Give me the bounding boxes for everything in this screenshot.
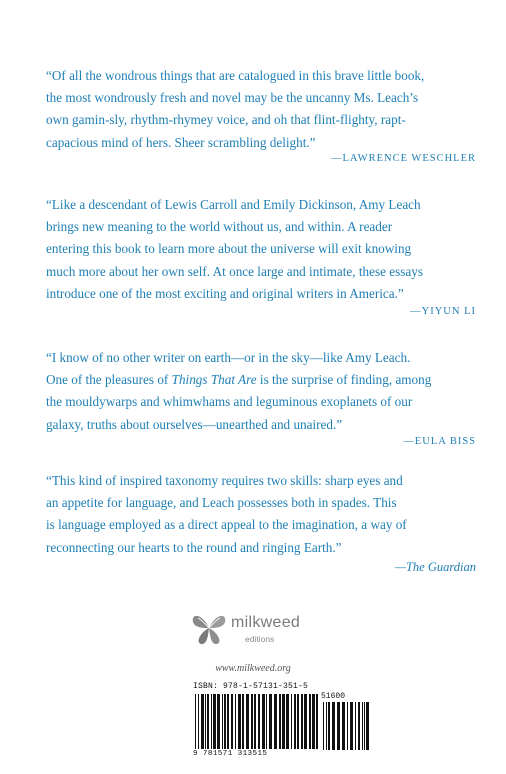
barcode-bar	[238, 694, 241, 749]
quote-attribution-1: —LAWRENCE WESCHLER	[331, 153, 476, 164]
barcode-bar	[337, 702, 340, 750]
barcode-digits: 9 781571 313515	[193, 750, 268, 758]
barcode-bar	[328, 702, 330, 750]
review-quote-3	[46, 347, 476, 436]
barcode-bar	[366, 702, 369, 750]
quote-line: is language employed as a direct appeal to the imagination, a way of	[46, 517, 407, 533]
barcode-bar	[362, 702, 363, 750]
barcode-bar	[258, 694, 260, 749]
quote-line: much more about her own self. At once large and intimate, these essays	[46, 263, 423, 279]
barcode-bar	[235, 694, 236, 749]
review-quote-2	[46, 194, 476, 305]
barcode-bar	[323, 702, 324, 750]
publisher-url: www.milkweed.org	[215, 663, 291, 674]
barcode-bar	[224, 694, 226, 749]
barcode-bar	[297, 694, 299, 749]
publisher-sub: editions	[245, 634, 275, 644]
review-quote-4	[46, 470, 476, 559]
barcode-bar	[301, 694, 303, 749]
barcode-bar	[266, 694, 267, 749]
barcode-bar	[286, 694, 289, 749]
ean-barcode	[195, 694, 320, 749]
barcode-bar	[291, 694, 292, 749]
barcode-bar	[347, 702, 348, 750]
price-barcode	[323, 702, 373, 750]
quote-line: galaxy, truths about ourselves—unearthed and unaired.”	[46, 416, 343, 432]
barcode-bar	[217, 694, 220, 749]
barcode-bar	[316, 694, 318, 749]
barcode-bar	[304, 694, 307, 749]
barcode-bar	[195, 694, 196, 749]
quote-line: brings new meaning to the world without us, and within. A reader	[46, 219, 393, 235]
barcode-bar	[207, 694, 209, 749]
quote-line	[46, 369, 476, 391]
barcode-bar	[251, 694, 253, 749]
quote-line: “This kind of inspired taxonomy requires two skills: sharp eyes and	[46, 473, 403, 488]
barcode-bar	[227, 694, 229, 749]
barcode-bar	[309, 694, 311, 749]
barcode-bar	[312, 694, 315, 749]
barcode-bar	[355, 702, 356, 750]
butterfly-icon	[189, 608, 229, 648]
barcode-bar	[358, 702, 360, 750]
barcode-bar	[350, 702, 353, 750]
barcode-bar	[205, 694, 206, 749]
barcode-bar	[262, 694, 265, 749]
quote-line: introduce one of the most exciting and original writers in America.”	[46, 285, 404, 301]
publisher-name: milkweed	[231, 614, 301, 631]
publisher-logo	[189, 606, 339, 650]
quote-attribution-4: —The Guardian	[394, 560, 476, 574]
quote-line: entering this book to learn more about the universe will exit knowing	[46, 241, 412, 257]
quote-line: “Like a descendant of Lewis Carroll and Emily Dickinson, Amy Leach	[46, 197, 421, 212]
isbn-text: ISBN: 978-1-57131-351-5	[193, 682, 309, 691]
barcode-bar	[282, 694, 285, 749]
barcode-bar	[269, 694, 272, 749]
quote-attribution-2: —YIYUN LI	[410, 306, 476, 317]
barcode-bar	[201, 694, 204, 749]
book-title: Things That Are	[171, 372, 257, 388]
quote-line: “Of all the wondrous things that are catalogued in this brave little book,	[46, 68, 425, 83]
barcode-bar	[246, 694, 249, 749]
quote-attribution-3: —EULA BISS	[403, 436, 476, 447]
barcode-bar	[342, 702, 345, 750]
barcode-bar	[242, 694, 244, 749]
quote-line: the mouldywarps and whimwhams and leguminous exoplanets of our	[46, 394, 413, 410]
quote-line: “I know of no other writer on earth—or in the sky—like Amy Leach.	[46, 350, 411, 365]
quote-line: capacious mind of hers. Sheer scrambling delight.”	[46, 134, 316, 150]
barcode-bar	[254, 694, 256, 749]
price-code: 51600	[321, 692, 346, 701]
quote-line: own gamin-sly, rhythm-rhymey voice, and oh that flint-flighty, rapt-	[46, 112, 406, 128]
quote-line: reconnecting our hearts to the round and ringing Earth.”	[46, 539, 342, 555]
barcode-bar	[231, 694, 233, 749]
barcode-bar	[279, 694, 281, 749]
quote-line: the most wondrously fresh and novel may be the uncanny Ms. Leach’s	[46, 90, 419, 106]
barcode-bar	[294, 694, 296, 749]
barcode-bar	[326, 702, 327, 750]
quote-text: is the surprise of finding, among	[256, 372, 432, 388]
barcode-bar	[332, 702, 335, 750]
barcode-bar	[198, 694, 199, 749]
quote-line: an appetite for language, and Leach possesses both in spades. This	[46, 495, 397, 511]
quote-text: One of the pleasures of	[46, 372, 172, 388]
barcode-bar	[213, 694, 216, 749]
barcode-bar	[274, 694, 277, 749]
review-quote-1	[46, 65, 476, 154]
barcode-bar	[364, 702, 365, 750]
barcode-bar	[222, 694, 223, 749]
barcode-bar	[211, 694, 212, 749]
barcode-block	[189, 682, 375, 762]
